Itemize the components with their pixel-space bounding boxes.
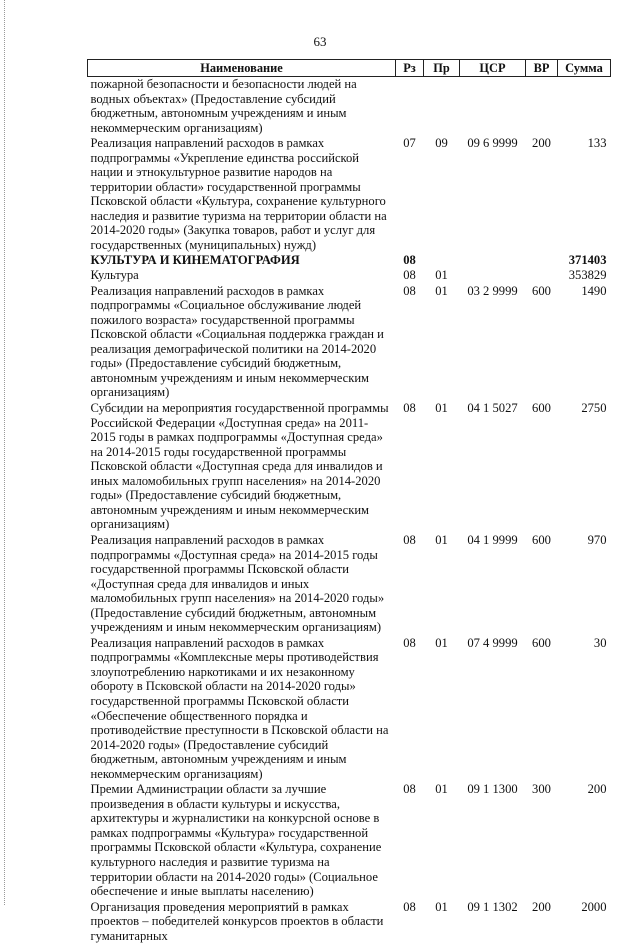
table-row <box>88 253 611 268</box>
cell-pr: 01 <box>424 781 460 898</box>
cell-rz: 08 <box>396 267 424 283</box>
table-row <box>88 899 611 943</box>
cell-csr: 09 1 1302 <box>460 899 526 943</box>
cell-pr: 01 <box>424 267 460 283</box>
cell-rz: 08 <box>396 781 424 898</box>
cell-rz: 08 <box>396 635 424 781</box>
cell-csr: 04 1 9999 <box>460 532 526 635</box>
budget-table <box>87 59 611 943</box>
cell-csr: 09 1 1300 <box>460 781 526 898</box>
cell-rz: 08 <box>396 532 424 635</box>
table-row <box>88 77 611 136</box>
header-sum: Сумма <box>558 60 611 77</box>
cell-sum: 200 <box>558 781 611 898</box>
cell-csr: 03 2 9999 <box>460 283 526 400</box>
cell-sum: 970 <box>558 532 611 635</box>
cell-rz: 08 <box>396 400 424 532</box>
page-left-edge <box>4 0 5 905</box>
cell-sum: 133 <box>558 135 611 252</box>
cell-name: Реализация направлений расходов в рамках подпрограммы «Комплексные меры противодействия злоупотреблению наркотиками и их незаконному обороту в Псковской области на 2014-2020 годы» государственной программы Псковской области «Обеспечение общественного порядка и противодействие преступности в Псковской области на 2014-2020 годы» (Предоставление субсидий бюджетным, автономным учреждениям и иным некоммерческим организациям) <box>88 635 396 781</box>
cell-pr <box>424 253 460 268</box>
cell-rz: 07 <box>396 135 424 252</box>
table-row <box>88 635 611 781</box>
cell-sum: 2000 <box>558 899 611 943</box>
cell-name: КУЛЬТУРА И КИНЕМАТОГРАФИЯ <box>88 253 396 268</box>
cell-sum: 371403 <box>558 253 611 268</box>
table-row <box>88 135 611 252</box>
cell-name: Культура <box>88 267 396 283</box>
cell-name: Реализация направлений расходов в рамках подпрограммы «Социальное обслуживание людей пожилого возраста» государственной программы Псковской области «Социальная поддержка граждан и реализация демографической политики на 2014-2020 годы» (Предоставление субсидий бюджетным, автономным учреждениям и иным некоммерческим организациям) <box>88 283 396 400</box>
page-number: 63 <box>0 34 640 50</box>
table-body <box>88 77 611 943</box>
header-csr: ЦСР <box>460 60 526 77</box>
cell-vr <box>526 253 558 268</box>
cell-sum: 1490 <box>558 283 611 400</box>
table-header-row <box>88 60 611 77</box>
cell-vr: 600 <box>526 400 558 532</box>
cell-csr: 04 1 5027 <box>460 400 526 532</box>
cell-sum: 2750 <box>558 400 611 532</box>
cell-vr: 600 <box>526 532 558 635</box>
cell-rz <box>396 77 424 136</box>
cell-name: Реализация направлений расходов в рамках подпрограммы «Доступная среда» на 2014-2015 годы государственной программы Псковской области «Доступная среда для инвалидов и иных маломобильных групп населения» на 2014-2020 годы» (Предоставление субсидий бюджетным, автономным учреждениям и иным некоммерческим организациям) <box>88 532 396 635</box>
cell-csr <box>460 253 526 268</box>
cell-vr: 600 <box>526 283 558 400</box>
cell-rz: 08 <box>396 899 424 943</box>
table-row <box>88 532 611 635</box>
cell-pr: 09 <box>424 135 460 252</box>
cell-name: Реализация направлений расходов в рамках подпрограммы «Укрепление единства российской нации и этнокультурное развитие народов на территории области» государственной программы Псковской области «Культура, сохранение культурного наследия и развитие туризма на территории области на 2014-2020 годы» (Закупка товаров, работ и услуг для государственных (муниципальных) нужд) <box>88 135 396 252</box>
cell-csr <box>460 267 526 283</box>
table-row <box>88 283 611 400</box>
cell-vr: 200 <box>526 899 558 943</box>
table-row <box>88 781 611 898</box>
cell-vr: 600 <box>526 635 558 781</box>
header-vr: ВР <box>526 60 558 77</box>
cell-vr <box>526 77 558 136</box>
cell-vr: 200 <box>526 135 558 252</box>
cell-name: Субсидии на мероприятия государственной программы Российской Федерации «Доступная среда» на 2011-2015 годы в рамках подпрограммы «Доступная среда» на 2014-2015 годы государственной программы Псковской области «Доступная среда для инвалидов и иных маломобильных групп населения» на 2014-2020 годы» (Предоставление субсидий бюджетным, автономным учреждениям и иным некоммерческим организациям) <box>88 400 396 532</box>
cell-pr: 01 <box>424 635 460 781</box>
cell-pr <box>424 77 460 136</box>
cell-sum: 353829 <box>558 267 611 283</box>
cell-vr: 300 <box>526 781 558 898</box>
header-pr: Пр <box>424 60 460 77</box>
cell-rz: 08 <box>396 253 424 268</box>
header-name: Наименование <box>88 60 396 77</box>
table-row <box>88 267 611 283</box>
cell-vr <box>526 267 558 283</box>
cell-rz: 08 <box>396 283 424 400</box>
cell-pr: 01 <box>424 899 460 943</box>
table-row <box>88 400 611 532</box>
cell-pr: 01 <box>424 532 460 635</box>
cell-pr: 01 <box>424 400 460 532</box>
cell-name: Премии Администрации области за лучшие произведения в области культуры и искусства, архитектуры и журналистики на конкурсной основе в рамках подпрограммы «Культура» государственной программы Псковской области «Культура, сохранение культурного наследия и развитие туризма на территории области на 2014-2020 годы» (Социальное обеспечение и иные выплаты населению) <box>88 781 396 898</box>
cell-pr: 01 <box>424 283 460 400</box>
cell-sum: 30 <box>558 635 611 781</box>
cell-csr: 07 4 9999 <box>460 635 526 781</box>
cell-name: пожарной безопасности и безопасности людей на водных объектах» (Предоставление субсидий бюджетным, автономным учреждениям и иным некоммерческим организациям) <box>88 77 396 136</box>
cell-csr <box>460 77 526 136</box>
cell-sum <box>558 77 611 136</box>
header-rz: Рз <box>396 60 424 77</box>
cell-csr: 09 6 9999 <box>460 135 526 252</box>
cell-name: Организация проведения мероприятий в рамках проектов – победителей конкурсов проектов в области гуманитарных <box>88 899 396 943</box>
